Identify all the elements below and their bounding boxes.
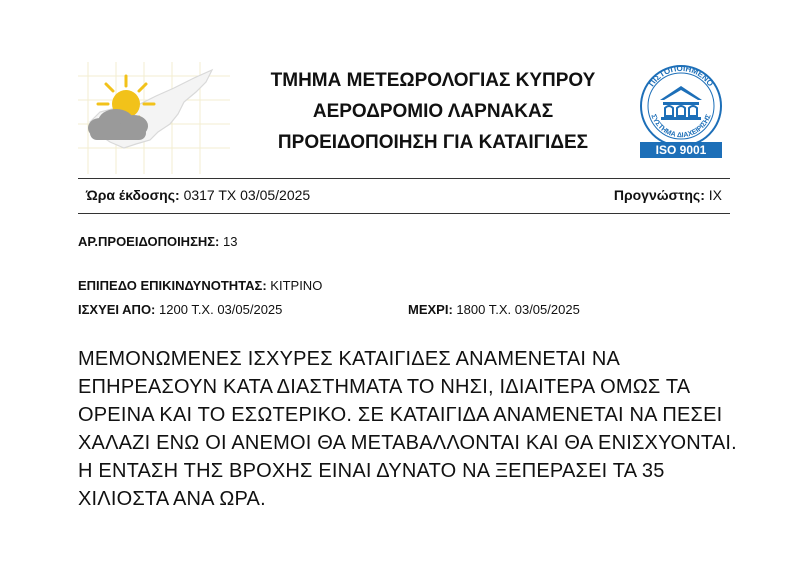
divider-bottom [78, 213, 730, 214]
issue-time-value: 0317 ΤΧ 03/05/2025 [183, 187, 311, 203]
weather-logo-icon [78, 62, 230, 174]
valid-from-value: 1200 Τ.Χ. 03/05/2025 [159, 302, 283, 317]
iso-seal-icon [634, 64, 728, 160]
cyprus-sun-cloud-logo [78, 62, 230, 174]
valid-from-label: ΙΣΧΥΕΙ ΑΠΟ: [78, 302, 156, 317]
valid-until [408, 302, 580, 317]
hazard-level-label: ΕΠΙΠΕΔΟ ΕΠΙΚΙΝΔΥΝΟΤΗΤΑΣ: [78, 278, 267, 293]
valid-until-label: ΜΕΧΡΙ: [408, 302, 453, 317]
seal-bottom-text: ΣΥΣΤΗΜΑ ΔΙΑΧΕΙΡΙΣΗΣ [649, 113, 713, 140]
divider-top [78, 178, 730, 179]
warning-number [78, 234, 237, 249]
iso-label: ISO 9001 [655, 143, 707, 157]
warning-number-label: ΑΡ.ΠΡΟΕΙΔΟΠΟΙΗΣΗΣ: [78, 234, 220, 249]
warning-body-text: ΜΕΜΟΝΩΜΕΝΕΣ ΙΣΧΥΡΕΣ ΚΑΤΑΙΓΙΔΕΣ ΑΝΑΜΕΝΕΤΑΙ ΝΑ ΕΠΗΡΕΑΣΟΥΝ ΚΑΤΑ ΔΙΑΣΤΗΜΑΤΑ ΤΟ ΝΗΣΙ, ΙΔΙΑΙΤΕΡΑ ΟΜΩΣ ΤΑ ΟΡΕΙΝΑ ΚΑΙ ΤΟ ΕΣΩΤΕΡΙΚΟ. ΣΕ ΚΑΤΑΙΓΙΔΑ ΑΝΑΜΕΝΕΤΑΙ ΝΑ ΠΕΣΕΙ ΧΑΛΑΖΙ ΕΝΩ ΟΙ ΑΝΕΜΟΙ ΘΑ ΜΕΤΑΒΑΛΛΟΝΤΑΙ ΚΑΙ ΘΑ ΕΝΙΣΧΥΟΝΤΑΙ. Η ΕΝΤΑΣΗ ΤΗΣ ΒΡΟΧΗΣ ΕΙΝΑΙ ΔΥΝΑΤΟ ΝΑ ΞΕΠΕΡΑΣΕΙ ΤΑ 35 ΧΙΛΙΟΣΤΑ ΑΝΑ ΩΡΑ. [78, 348, 737, 510]
issue-time-label: Ώρα έκδοσης: [86, 187, 180, 203]
hazard-level-value: ΚΙΤΡΙΝΟ [270, 278, 323, 293]
hazard-level [78, 278, 322, 293]
iso-certification-seal [634, 64, 728, 160]
forecaster [614, 187, 722, 203]
seal-top-text: ΠΙΣΤΟΠΟΙΗΜΕΝΟ [646, 64, 716, 89]
valid-from [78, 302, 282, 317]
airport-title: ΑΕΡΟΔΡΟΜΙΟ ΛΑΡΝΑΚΑΣ [312, 101, 554, 122]
department-title: ΤΜΗΜΑ ΜΕΤΕΩΡΟΛΟΓΙΑΣ ΚΥΠΡΟΥ [270, 70, 596, 91]
issue-time [86, 187, 310, 203]
warning-number-value: 13 [223, 234, 238, 249]
document-title: ΠΡΟΕΙΔΟΠΟΙΗΣΗ ΓΙΑ ΚΑΤΑΙΓΙΔΕΣ [277, 132, 589, 153]
forecaster-value: ΙΧ [708, 187, 722, 203]
forecaster-label: Προγνώστης: [613, 187, 705, 203]
valid-until-value: 1800 Τ.Χ. 03/05/2025 [456, 302, 580, 317]
